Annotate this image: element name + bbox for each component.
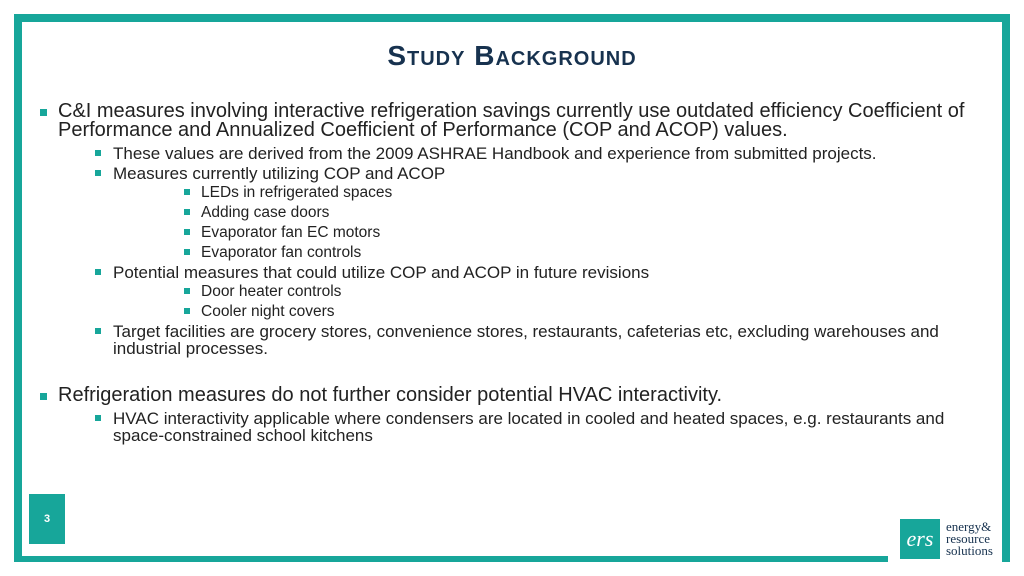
bullet-square-icon — [184, 308, 190, 314]
sub-bullet-target-facilities — [58, 323, 988, 357]
logo-line: solutions — [946, 543, 993, 558]
sub-bullet-list — [58, 145, 988, 357]
sub-bullet-text: Target facilities are grocery stores, convenience stores, restaurants, cafeterias etc, excluding warehouses and industrial processes. — [113, 322, 939, 358]
slide-content — [38, 102, 988, 447]
page-number: 3 — [29, 494, 65, 544]
bullet-square-icon — [40, 393, 47, 400]
bullet-square-icon — [95, 328, 101, 334]
bullet-square-icon — [95, 269, 101, 275]
bullet-square-icon — [184, 288, 190, 294]
bullet-text: Refrigeration measures do not further consider potential HVAC interactivity. — [58, 384, 723, 406]
sub-bullet-text: Potential measures that could utilize COP and ACOP in future revisions — [113, 263, 650, 282]
bullet-square-icon — [184, 209, 190, 215]
bullet-hvac — [38, 386, 988, 444]
list-item — [113, 244, 988, 261]
list-item-text: Evaporator fan controls — [201, 244, 362, 261]
sub-sub-bullet-list — [113, 184, 988, 261]
sub-bullet-ashrae — [58, 145, 988, 162]
list-item-text: Adding case doors — [201, 204, 330, 221]
slide-title: Study Background — [387, 40, 637, 71]
logo-mark: ers — [900, 519, 940, 559]
sub-bullet-potential-measures — [58, 264, 988, 320]
bullet-spacer — [38, 360, 988, 386]
bullet-cop-acop — [38, 102, 988, 357]
list-item — [113, 204, 988, 221]
bullet-square-icon — [40, 109, 47, 116]
sub-sub-bullet-list — [113, 283, 988, 320]
bullet-square-icon — [95, 415, 101, 421]
list-item-text: Door heater controls — [201, 283, 342, 300]
list-item-text: Evaporator fan EC motors — [201, 224, 381, 241]
bullet-square-icon — [184, 189, 190, 195]
logo-wordmark — [946, 521, 993, 557]
bullet-square-icon — [95, 170, 101, 176]
company-logo — [900, 516, 1012, 562]
sub-bullet-list — [58, 410, 988, 444]
logo-line: energy& — [946, 519, 992, 534]
sub-bullet-text: These values are derived from the 2009 ASHRAE Handbook and experience from submitted projects. — [113, 144, 877, 163]
logo-line: resource — [946, 531, 991, 546]
sub-bullet-text: HVAC interactivity applicable where condensers are located in cooled and heated spaces, e.g. restaurants and space-constrained school kitchens — [113, 409, 945, 445]
bullet-square-icon — [95, 150, 101, 156]
sub-bullet-text: Measures currently utilizing COP and ACOP — [113, 164, 446, 183]
list-item-text: LEDs in refrigerated spaces — [201, 184, 393, 201]
list-item — [113, 283, 988, 300]
sub-bullet-current-measures — [58, 165, 988, 261]
bottom-accent-bar — [14, 556, 888, 562]
list-item-text: Cooler night covers — [201, 303, 335, 320]
sub-bullet-hvac-applicable — [58, 410, 988, 444]
list-item — [113, 224, 988, 241]
bullet-text: C&I measures involving interactive refrigeration savings currently use outdated efficiency Coefficient of Performance and Annualized Coefficient of Performance (COP and ACOP) values. — [58, 100, 965, 141]
list-item — [113, 303, 988, 320]
bullet-list — [38, 102, 988, 444]
bullet-square-icon — [184, 229, 190, 235]
list-item — [113, 184, 988, 201]
bullet-square-icon — [184, 249, 190, 255]
